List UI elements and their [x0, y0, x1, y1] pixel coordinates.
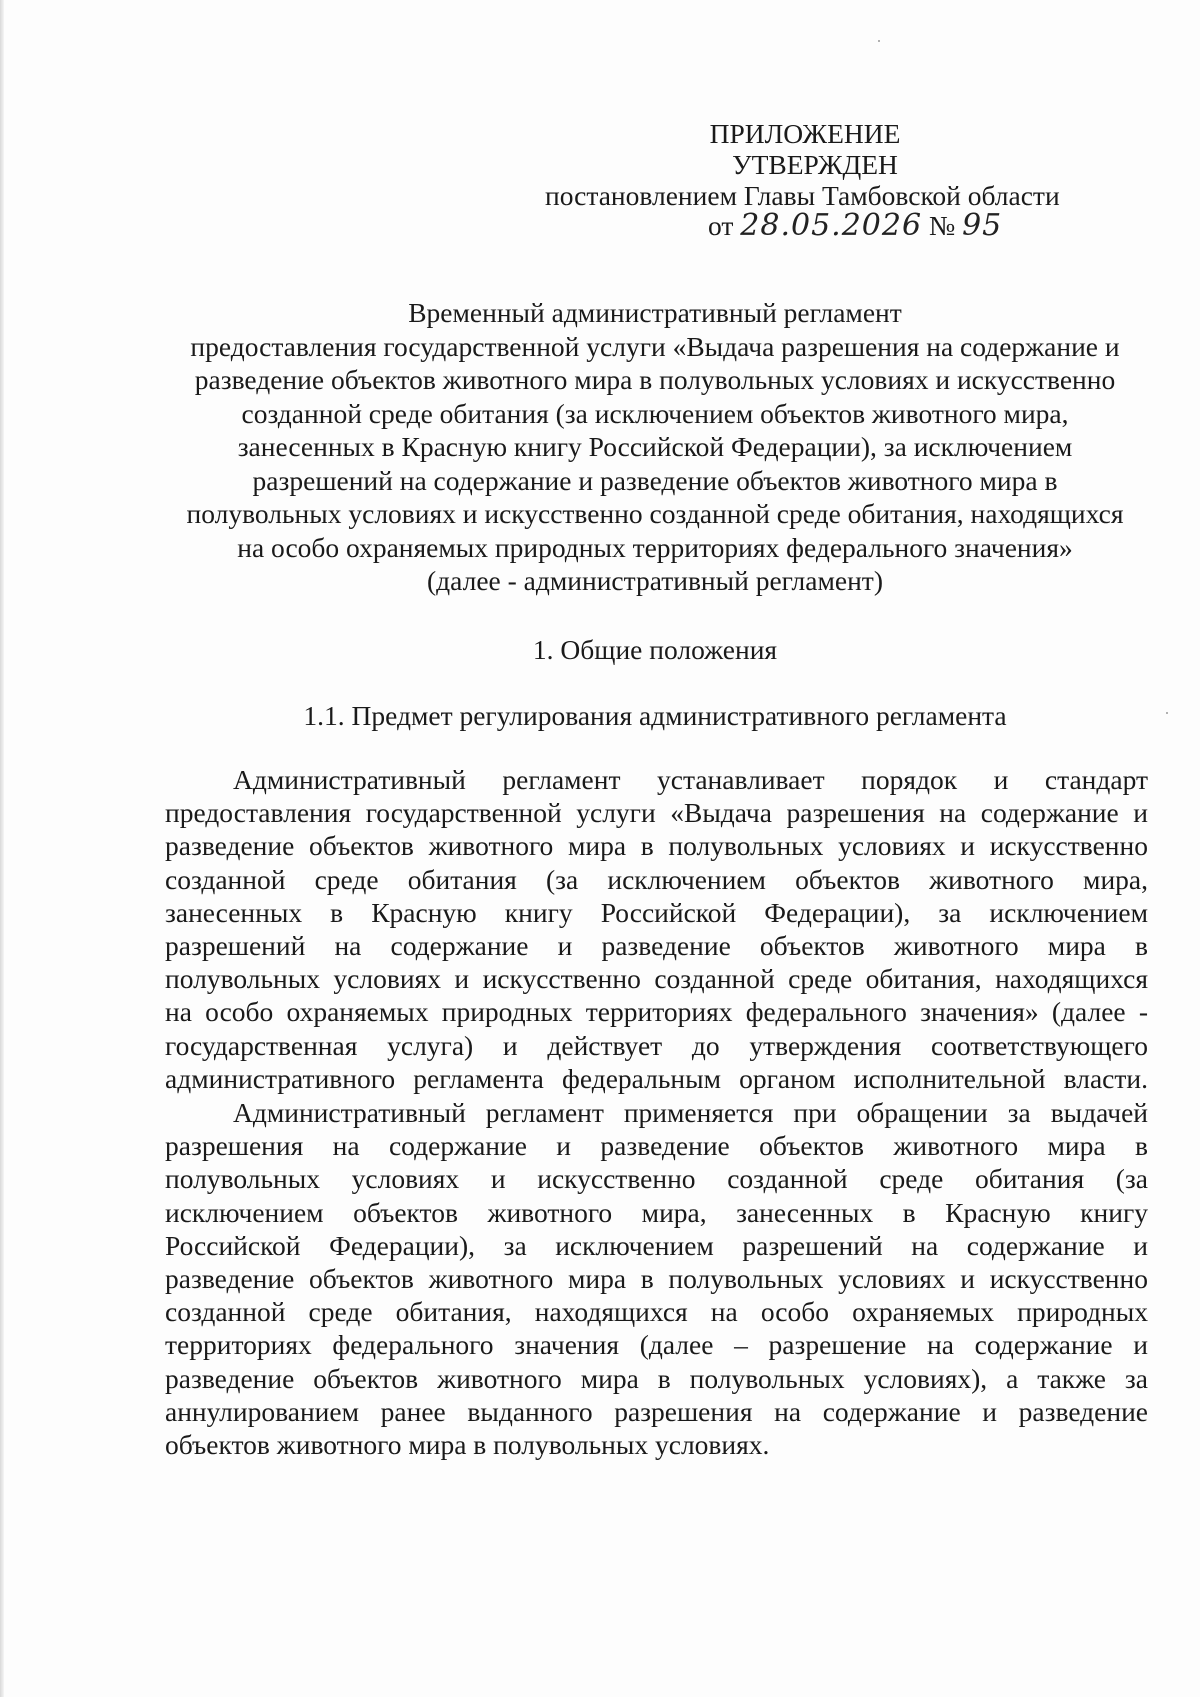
title-line: Временный административный регламент: [408, 297, 902, 328]
paragraph-line: [165, 1096, 1148, 1129]
title-line: (далее - административный регламент): [427, 565, 883, 596]
paragraph-line: разрешения на содержание и разведение объектов животного мира в: [165, 1130, 1148, 1162]
paragraph-line: на особо охраняемых природных территориях федерального значения» (далее -: [165, 996, 1148, 1028]
title-line: на особо охраняемых природных территориях федерального значения»: [237, 531, 1073, 563]
title-line: полувольных условиях и искусственно созданной среде обитания, находящихся: [186, 498, 1124, 529]
paragraph-line: государственная услуга) и действует до утверждения соответствующего: [165, 1029, 1148, 1061]
title-line: разрешений на содержание и разведение объектов животного мира в: [252, 464, 1058, 496]
handwritten-number: 95: [962, 208, 1003, 243]
title-line: занесенных в Красную книгу Российской Федерации), за исключением: [237, 431, 1073, 462]
decree-line: постановлением Главы Тамбовской области: [545, 180, 1060, 211]
approved-label: УТВЕРЖДЕН: [732, 149, 898, 180]
scan-edge: [0, 0, 4, 1697]
appendix-label: ПРИЛОЖЕНИЕ: [709, 118, 901, 149]
paragraph-2: [165, 1096, 1148, 1461]
paragraph-line-text: Административный регламент применяется при обращении за выдачей: [233, 1097, 1148, 1128]
paragraph-line: объектов животного мира в полувольных условиях.: [165, 1428, 770, 1460]
date-prefix: от: [708, 210, 734, 241]
paragraph-line: [165, 763, 1148, 796]
paragraph-line: предоставления государственной услуги «Выдача разрешения на содержание и: [165, 797, 1148, 829]
paragraph-line: территориях федерального значения (далее – разрешение на содержание и: [165, 1329, 1148, 1361]
paragraph-line: Российской Федерации), за исключением разрешений на содержание и: [165, 1229, 1148, 1261]
title-line: разведение объектов животного мира в полувольных условиях и искусственно: [194, 364, 1116, 395]
paragraph-line: созданной среде обитания, находящихся на особо охраняемых природных: [165, 1296, 1148, 1328]
paragraph-line: полувольных условиях и искусственно созданной среде обитания, находящихся: [165, 963, 1148, 995]
title-line: предоставления государственной услуги «Выдача разрешения на содержание и: [190, 330, 1120, 362]
paragraph-line: административного регламента федеральным органом исполнительной власти.: [165, 1062, 1148, 1094]
subsection-heading: 1.1. Предмет регулирования административного регламента: [303, 700, 1007, 731]
decree-date-line: [708, 210, 1028, 242]
paragraph-line-text: Административный регламент устанавливает порядок и стандарт: [233, 764, 1148, 795]
paragraph-line: разведение объектов животного мира в полувольных условиях), а также за: [165, 1362, 1148, 1394]
paragraph-line: разведение объектов животного мира в полувольных условиях и искусственно: [165, 830, 1148, 862]
section-heading: 1. Общие положения: [532, 634, 778, 665]
paragraph-1: [165, 763, 1148, 1095]
scan-speck: [1166, 712, 1168, 714]
paragraph-line: разведение объектов животного мира в полувольных условиях и искусственно: [165, 1262, 1148, 1294]
title-line: созданной среде обитания (за исключением объектов животного мира,: [241, 397, 1069, 429]
handwritten-date: 28.05.2026: [740, 208, 923, 243]
paragraph-line: исключением объектов животного мира, занесенных в Красную книгу: [165, 1196, 1148, 1228]
paragraph-line: созданной среде обитания (за исключением объектов животного мира,: [165, 863, 1148, 895]
paragraph-line: аннулированием ранее выданного разрешения на содержание и разведение: [165, 1395, 1148, 1427]
paragraph-line: разрешений на содержание и разведение объектов животного мира в: [165, 929, 1148, 961]
scan-speck: [878, 40, 880, 42]
document-title: [160, 296, 1150, 598]
paragraph-line: занесенных в Красную книгу Российской Федерации), за исключением: [165, 896, 1148, 928]
paragraph-line: полувольных условиях и искусственно созданной среде обитания (за: [165, 1163, 1148, 1195]
number-sign: №: [928, 210, 956, 241]
